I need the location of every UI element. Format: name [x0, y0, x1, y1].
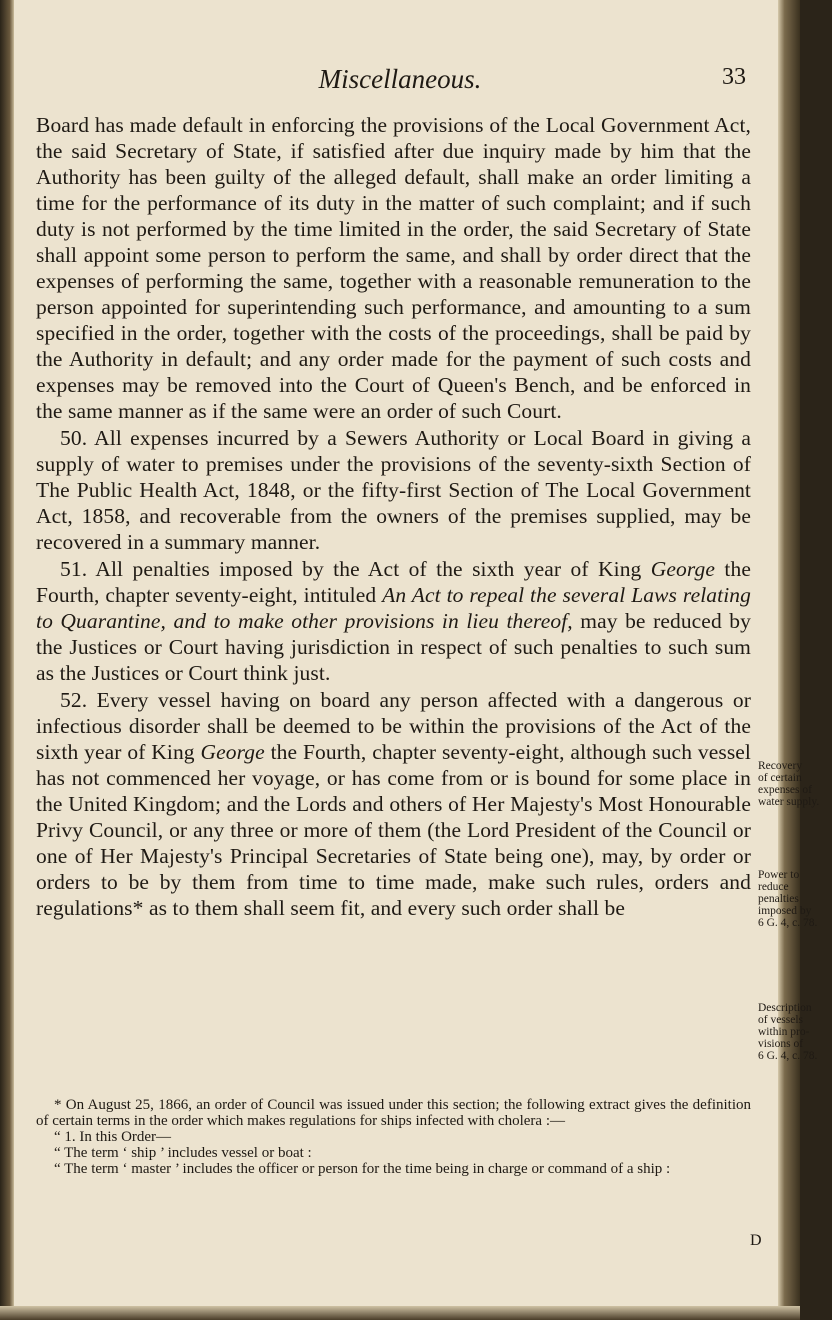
- margin-note-line: reduce: [758, 881, 789, 893]
- page-header: [0, 64, 800, 104]
- section-51-text-c: may be reduced by the Justices or Court having jurisdiction in respect of such penalties to such sum as the Justices or Court think just.: [36, 609, 751, 685]
- body-text: [36, 112, 751, 921]
- section-51-act-title: An Act to repeal the several Laws relating to Quarantine, and to make other provisions in lieu thereof,: [36, 583, 751, 633]
- margin-note-line: within pro-: [758, 1026, 810, 1038]
- margin-note-description: [758, 1002, 832, 1062]
- margin-note-recovery: [758, 760, 832, 808]
- margin-note-power: [758, 869, 832, 929]
- section-51-text-a: 51. All penalties imposed by the Act of the sixth year of King: [60, 557, 651, 581]
- margin-note-line: Description: [758, 1002, 812, 1014]
- section-51: [36, 556, 751, 686]
- binding-edge-right: [778, 0, 800, 1320]
- margin-note-line: penalties: [758, 893, 799, 905]
- footnote-line: * On August 25, 1866, an order of Council was issued under this section; the following extract gives the definition of certain terms in the order which makes regulations for ships infected with cholera :—: [36, 1097, 751, 1129]
- margin-note-line: of certain: [758, 772, 802, 784]
- margin-note-line: 6 G. 4, c. 78.: [758, 1050, 818, 1062]
- section-50: 50. All expenses incurred by a Sewers Authority or Local Board in giving a supply of water to premises under the provisions of the seventy-sixth Section of The Public Health Act, 1848, or the fifty-first Section of The Local Government Act, 1858, and recoverable from the owners of the premises supplied, may be recovered in a summary manner.: [36, 426, 751, 554]
- margin-note-line: water supply.: [758, 796, 820, 808]
- margin-note-line: expenses of: [758, 784, 812, 796]
- footnote-line: “ 1. In this Order—: [54, 1129, 172, 1145]
- running-head: Miscellaneous.: [318, 64, 482, 94]
- margin-note-line: visions of: [758, 1038, 804, 1050]
- section-52: [36, 687, 751, 921]
- footnote: [36, 1097, 751, 1177]
- footnote-line: “ The term ‘ ship ’ includes vessel or boat :: [54, 1145, 312, 1161]
- section-52-text-b: the Fourth, chapter seventy-eight, although such vessel has not commenced her voyage, or has come from or is bound for some place in the United Kingdom; and the Lords and others of Her Majesty's Most Honourable Privy Council, or any three or more of them (the Lord President of the Council or one of Her Majesty's Principal Secretaries of State being one), may, by order or orders to be by them from time to time made, make such rules, orders and regulations* as to them shall seem fit, and every such order shall be: [36, 740, 752, 920]
- binding-edge-left: [0, 0, 14, 1320]
- margin-note-line: imposed by: [758, 905, 812, 917]
- footnote-line: “ The term ‘ master ’ includes the officer or person for the time being in charge or command of a ship :: [54, 1161, 671, 1177]
- margin-note-line: Recovery: [758, 760, 803, 772]
- signature-mark: D: [750, 1232, 762, 1249]
- margin-note-line: of vessels: [758, 1014, 804, 1026]
- page-number: 33: [722, 64, 746, 90]
- page-edge-bottom: [0, 1306, 800, 1320]
- section-51-king: George: [650, 557, 716, 581]
- margin-note-line: 6 G. 4, c. 78.: [758, 917, 818, 929]
- margin-note-line: Power to: [758, 869, 800, 881]
- section-52-text-a: 52. Every vessel having on board any person affected with a dangerous or infectious disorder shall be deemed to be within the provisions of the Act of the sixth year of King: [36, 688, 751, 764]
- section-52-king: George: [200, 740, 265, 764]
- section-51-text-b: the Fourth, chapter seventy-eight, intituled: [36, 557, 751, 607]
- paragraph-continued: Board has made default in enforcing the provisions of the Local Government Act, the said Secretary of State, if satisfied after due inquiry made by him that the Authority has been guilty of the alleged default, shall make an order limiting a time for the performance of its duty in the matter of such complaint; and if such duty is not performed by the time limited in the order, the said Secretary of State shall appoint some person to perform the same, and shall by order direct that the expenses of performing the same, together with a reasonable remuneration to the person appointed for superintending such performance, and amounting to a sum specified in the order, together with the costs of the proceedings, shall be paid by the Authority in default; and any order made for the payment of such costs and expenses may be removed into the Court of Queen's Bench, and be enforced in the same manner as if the same were an order of such Court.: [36, 113, 751, 423]
